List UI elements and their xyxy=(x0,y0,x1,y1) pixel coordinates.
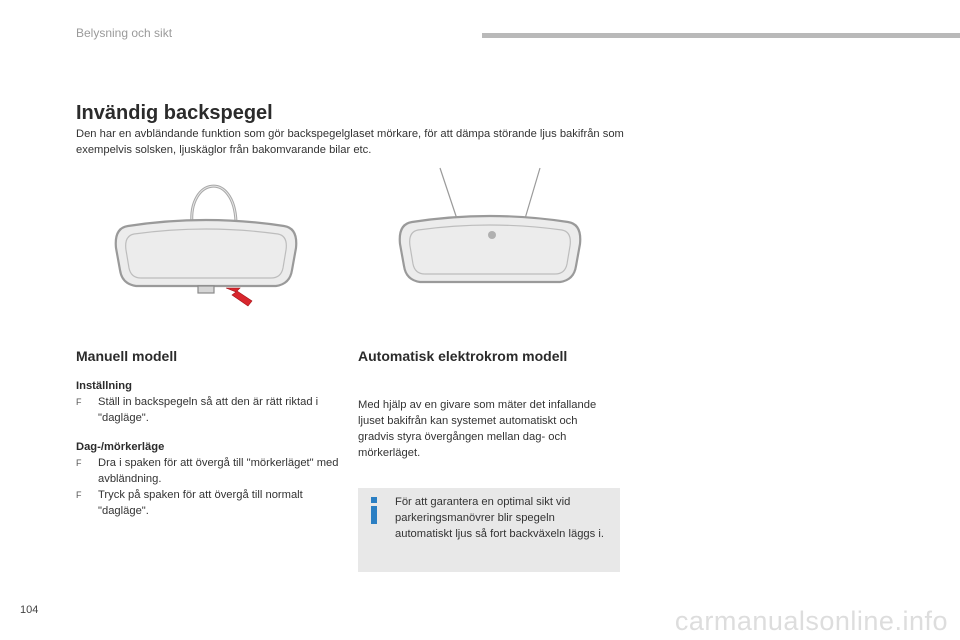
info-text: För att garantera en optimal sikt vid parkeringsmanövrer blir spegeln automatiskt ljus så fort backväxeln läggs i. xyxy=(395,496,604,540)
bullet-icon: F xyxy=(76,397,82,407)
list-item-text: Ställ in backspegeln så att den är rätt riktad i "dagläge". xyxy=(98,396,319,424)
list-item-text: Dra i spaken för att övergå till "mörkerläget" med avbländning. xyxy=(98,457,339,485)
manual-heading: Manuell modell xyxy=(76,348,178,364)
daynight-subtitle: Dag-/mörkerläge xyxy=(76,441,165,453)
setting-subtitle: Inställning xyxy=(76,380,132,392)
page-title: Invändig backspegel xyxy=(76,102,273,124)
section-title: Belysning och sikt xyxy=(76,26,173,40)
setting-section xyxy=(76,378,346,426)
list-item xyxy=(76,455,346,487)
info-icon xyxy=(366,496,382,526)
watermark: carmanualsonline.info xyxy=(674,606,948,636)
auto-heading: Automatisk elektrokrom modell xyxy=(358,348,568,364)
list-item xyxy=(76,394,346,426)
page-number: 104 xyxy=(20,604,39,616)
list-item-text: Tryck på spaken för att övergå till normalt "dagläge". xyxy=(98,489,303,517)
header-bar xyxy=(482,33,960,38)
red-arrow-icon xyxy=(226,288,252,306)
daynight-section xyxy=(76,439,346,519)
intro-paragraph: Den har en avbländande funktion som gör backspegelglaset mörkare, för att dämpa störande ljus bakifrån som exempelvis solsken, ljuskäglor från bakomvarande bilar etc. xyxy=(76,128,624,156)
auto-paragraph: Med hjälp av en givare som mäter det infallande ljuset bakifrån kan systemet automatiskt och gradvis styra övergången mellan dag- och mörkerläget. xyxy=(358,399,597,459)
auto-mirror-illustration xyxy=(360,166,620,340)
manual-mirror-illustration xyxy=(76,166,336,340)
bullet-icon: F xyxy=(76,458,82,468)
bullet-icon: F xyxy=(76,490,82,500)
list-item xyxy=(76,487,346,519)
info-box xyxy=(358,488,620,572)
